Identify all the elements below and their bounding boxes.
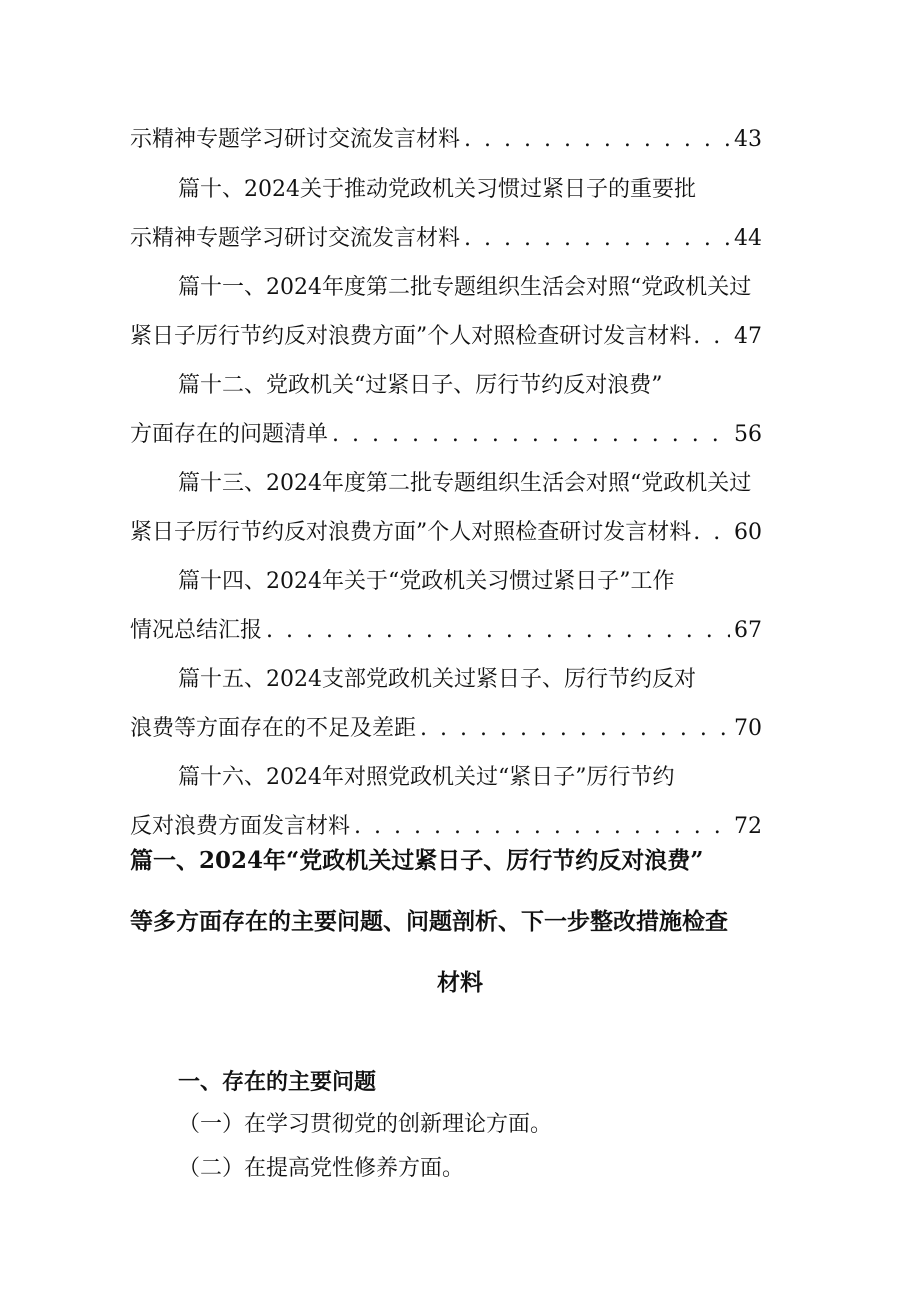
toc-entry[interactable]: [130, 812, 762, 842]
toc-leader-dots: [266, 616, 730, 646]
toc-text: 浪费等方面存在的不足及差距: [130, 716, 417, 741]
toc-page-number: 44: [734, 226, 762, 251]
body-paragraph: （一）在学习贯彻党的创新理论方面。: [178, 1112, 553, 1137]
toc-entry[interactable]: [130, 714, 762, 744]
toc-leader-dots: [354, 812, 730, 842]
toc-entry[interactable]: [130, 125, 762, 155]
document-heading-line-2: 等多方面存在的主要问题、问题剖析、下一步整改措施检查: [130, 908, 728, 935]
toc-entry-title[interactable]: 篇十、2024关于推动党政机关习惯过紧日子的重要批: [178, 177, 696, 202]
toc-page-number: 47: [734, 324, 762, 349]
toc-leader-dots: [693, 322, 732, 352]
toc-text: 示精神专题学习研讨交流发言材料: [130, 127, 461, 152]
toc-text: 情况总结汇报: [130, 618, 263, 643]
toc-text: 紧日子厉行节约反对浪费方面”个人对照检查研讨发言材料: [130, 520, 692, 545]
toc-entry-title[interactable]: 篇十二、党政机关“过紧日子、厉行节约反对浪费”: [178, 373, 663, 398]
toc-leader-dots: [332, 420, 730, 450]
toc-entry-title[interactable]: 篇十五、2024支部党政机关过紧日子、厉行节约反对: [178, 667, 696, 692]
toc-entry[interactable]: [130, 224, 762, 254]
toc-entry[interactable]: [130, 420, 762, 450]
toc-page-number: 70: [734, 716, 762, 741]
toc-entry-title[interactable]: 篇十六、2024年对照党政机关过“紧日子”厉行节约: [178, 765, 675, 790]
toc-leader-dots: [693, 518, 732, 548]
toc-page-number: 43: [734, 127, 762, 152]
toc-page-number: 72: [734, 814, 762, 839]
toc-entry-title[interactable]: 篇十一、2024年度第二批专题组织生活会对照“党政机关过: [178, 275, 752, 300]
toc-text: 紧日子厉行节约反对浪费方面”个人对照检查研讨发言材料: [130, 324, 692, 349]
toc-entry-title[interactable]: 篇十四、2024年关于“党政机关习惯过紧日子”工作: [178, 569, 675, 594]
section-heading: 一、存在的主要问题: [178, 1069, 377, 1095]
toc-text: 示精神专题学习研讨交流发言材料: [130, 226, 461, 251]
toc-text: 方面存在的问题清单: [130, 422, 329, 447]
toc-leader-dots: [420, 714, 730, 744]
document-heading-line-3: 材料: [437, 969, 483, 996]
toc-page-number: 60: [734, 520, 762, 545]
toc-page-number: 56: [734, 422, 762, 447]
toc-entry[interactable]: [130, 518, 762, 548]
body-paragraph: （二）在提高党性修养方面。: [178, 1156, 465, 1181]
toc-leader-dots: [464, 125, 730, 155]
toc-entry-title[interactable]: 篇十三、2024年度第二批专题组织生活会对照“党政机关过: [178, 471, 752, 496]
toc-entry[interactable]: [130, 322, 762, 352]
toc-entry[interactable]: [130, 616, 762, 646]
toc-leader-dots: [464, 224, 730, 254]
toc-text: 反对浪费方面发言材料: [130, 814, 351, 839]
toc-page-number: 67: [734, 618, 762, 643]
document-heading-line-1: 篇一、2024年“党政机关过紧日子、厉行节约反对浪费”: [130, 847, 704, 874]
